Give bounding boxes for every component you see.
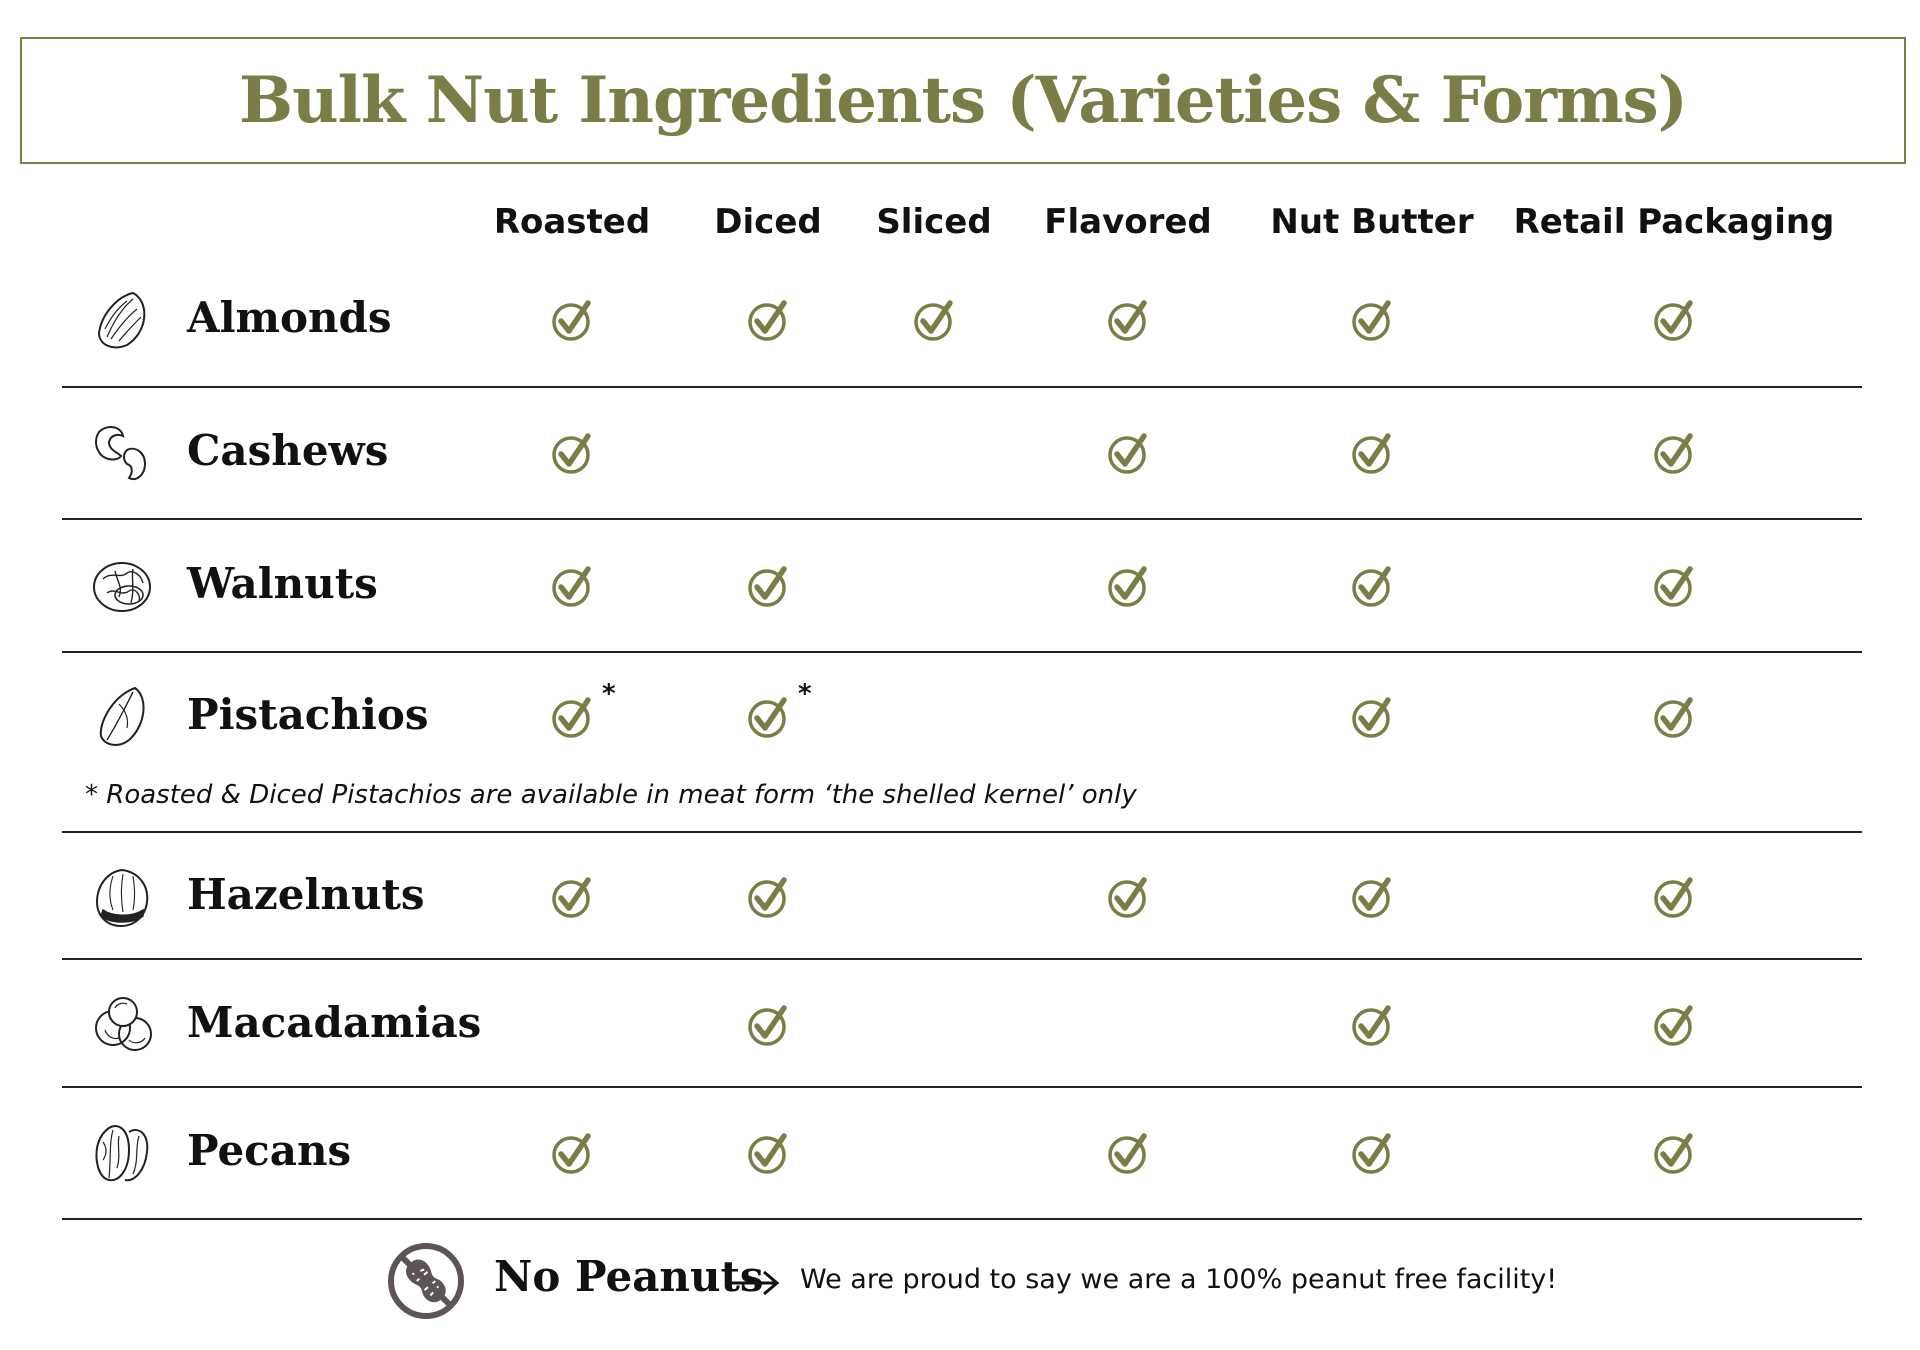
check-icon <box>1350 431 1394 475</box>
check-icon <box>746 564 790 608</box>
check-icon <box>1652 564 1696 608</box>
check-icon <box>550 695 594 739</box>
check-icon <box>746 1131 790 1175</box>
row-divider <box>62 831 1862 833</box>
row-divider <box>62 1218 1862 1220</box>
pistachio-icon <box>89 684 155 750</box>
cashew-icon <box>89 420 155 486</box>
asterisk-mark: * <box>602 679 616 709</box>
row-divider <box>62 651 1862 653</box>
row-label: Cashews <box>187 426 389 475</box>
check-icon <box>1652 298 1696 342</box>
check-icon <box>1106 431 1150 475</box>
check-icon <box>1106 875 1150 919</box>
check-icon <box>746 1003 790 1047</box>
column-header: Flavored <box>1044 202 1212 242</box>
check-icon <box>1652 1131 1696 1175</box>
check-icon <box>1350 695 1394 739</box>
check-icon <box>550 564 594 608</box>
almond-icon <box>89 287 155 353</box>
check-icon <box>1652 1003 1696 1047</box>
check-icon <box>1106 1131 1150 1175</box>
check-icon <box>1106 564 1150 608</box>
check-icon <box>1652 875 1696 919</box>
check-icon <box>1350 298 1394 342</box>
check-icon <box>1350 1131 1394 1175</box>
check-icon <box>1652 695 1696 739</box>
walnut-icon <box>89 553 155 619</box>
asterisk-mark: * <box>798 679 812 709</box>
column-header: Diced <box>714 202 822 242</box>
check-icon <box>550 431 594 475</box>
pistachio-footnote: * Roasted & Diced Pistachios are available in meat form ‘the shelled kernel’ only <box>85 780 1137 810</box>
check-icon <box>550 1131 594 1175</box>
row-divider <box>62 1086 1862 1088</box>
macadamia-icon <box>89 992 155 1058</box>
check-icon <box>550 298 594 342</box>
row-divider <box>62 518 1862 520</box>
check-icon <box>550 875 594 919</box>
title-box <box>20 37 1906 164</box>
row-divider <box>62 386 1862 388</box>
column-header: Retail Packaging <box>1513 202 1835 242</box>
column-header: Roasted <box>493 202 651 242</box>
check-icon <box>1106 298 1150 342</box>
row-label: Walnuts <box>187 559 378 608</box>
column-header: Nut Butter <box>1270 202 1474 242</box>
check-icon <box>1350 875 1394 919</box>
row-label: Macadamias <box>187 998 482 1047</box>
row-label: Hazelnuts <box>187 870 425 919</box>
footer-title: No Peanuts <box>494 1252 764 1301</box>
check-icon <box>912 298 956 342</box>
column-header: Sliced <box>876 202 992 242</box>
row-label: Almonds <box>187 293 392 342</box>
row-label: Pistachios <box>187 690 429 739</box>
check-icon <box>1350 564 1394 608</box>
arrow-right-icon <box>724 1268 780 1298</box>
check-icon <box>746 875 790 919</box>
row-label: Pecans <box>187 1126 352 1175</box>
check-icon <box>1652 431 1696 475</box>
pecan-icon <box>89 1120 155 1186</box>
row-divider <box>62 958 1862 960</box>
page-title: Bulk Nut Ingredients (Varieties & Forms) <box>239 63 1687 138</box>
no-peanut-icon <box>386 1241 466 1321</box>
check-icon <box>746 298 790 342</box>
check-icon <box>746 695 790 739</box>
footer-text: We are proud to say we are a 100% peanut free facility! <box>800 1264 1558 1295</box>
hazelnut-icon <box>89 864 155 930</box>
check-icon <box>1350 1003 1394 1047</box>
